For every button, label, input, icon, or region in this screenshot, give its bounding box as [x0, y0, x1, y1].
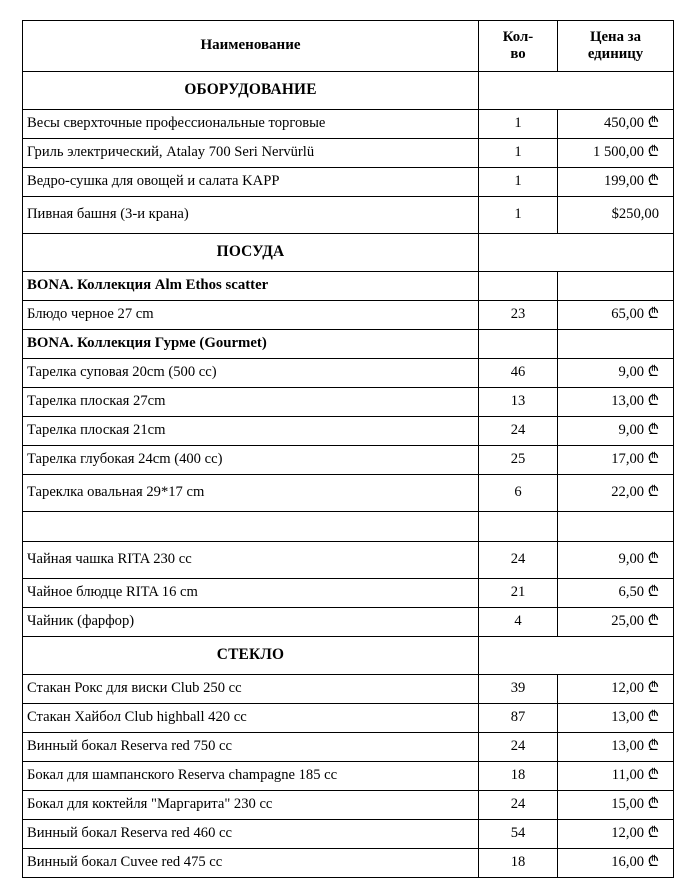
- item-quantity: 24: [479, 542, 558, 579]
- item-name: Тареклка овальная 29*17 cm: [23, 475, 479, 512]
- section-header-row: [23, 72, 674, 110]
- section-title: ОБОРУДОВАНИЕ: [23, 72, 479, 110]
- item-name: Стакан Рокс для виски Club 250 сс: [23, 675, 479, 704]
- column-header-name: Наименование: [23, 21, 479, 72]
- item-quantity: 1: [479, 168, 558, 197]
- table-row: [23, 762, 674, 791]
- item-quantity: 4: [479, 608, 558, 637]
- item-unit-price: 25,00 ₾: [558, 608, 674, 637]
- item-unit-price: 22,00 ₾: [558, 475, 674, 512]
- item-quantity: 1: [479, 110, 558, 139]
- collection-title: BONA. Коллекция Alm Ethos scatter: [23, 272, 479, 301]
- item-name: Стакан Хайбол Club highball 420 сс: [23, 704, 479, 733]
- section-title: ПОСУДА: [23, 234, 479, 272]
- table-row: [23, 675, 674, 704]
- item-name: Тарелка глубокая 24cm (400 сс): [23, 446, 479, 475]
- collection-price-cell: [558, 272, 674, 301]
- table-row: [23, 820, 674, 849]
- table-row: [23, 301, 674, 330]
- table-row: [23, 542, 674, 579]
- item-quantity: 6: [479, 475, 558, 512]
- section-header-spacer: [479, 72, 674, 110]
- table-row: [23, 417, 674, 446]
- table-row: [23, 388, 674, 417]
- item-unit-price: 13,00 ₾: [558, 733, 674, 762]
- collection-header-row: [23, 272, 674, 301]
- table-row: [23, 446, 674, 475]
- item-unit-price: 12,00 ₾: [558, 675, 674, 704]
- table-body: [23, 72, 674, 878]
- item-name: Тарелка плоская 27cm: [23, 388, 479, 417]
- item-name: Тарелка плоская 21cm: [23, 417, 479, 446]
- item-quantity: 24: [479, 417, 558, 446]
- section-header-row: [23, 234, 674, 272]
- item-name: Чайная чашка RITA 230 сс: [23, 542, 479, 579]
- item-unit-price: 9,00 ₾: [558, 359, 674, 388]
- item-name: Ведро-сушка для овощей и салата KAPP: [23, 168, 479, 197]
- item-name: Винный бокал Cuvee red 475 сс: [23, 849, 479, 878]
- item-name: Бокал для коктейля "Маргарита" 230 сс: [23, 791, 479, 820]
- table-row: [23, 168, 674, 197]
- item-unit-price: 450,00 ₾: [558, 110, 674, 139]
- column-header-unit-price-line2: единицу: [587, 46, 644, 62]
- section-title: СТЕКЛО: [23, 637, 479, 675]
- item-unit-price: $250,00: [558, 197, 674, 234]
- item-unit-price: 1 500,00 ₾: [558, 139, 674, 168]
- collection-quantity-cell: [479, 272, 558, 301]
- inventory-price-table: [22, 20, 674, 878]
- column-header-quantity-line1: Кол-: [502, 28, 534, 45]
- item-unit-price: 17,00 ₾: [558, 446, 674, 475]
- item-unit-price: 65,00 ₾: [558, 301, 674, 330]
- item-quantity: 24: [479, 733, 558, 762]
- spacer-price-cell: [558, 512, 674, 542]
- item-quantity: 18: [479, 762, 558, 791]
- item-unit-price: 9,00 ₾: [558, 417, 674, 446]
- table-row: [23, 579, 674, 608]
- collection-header-row: [23, 330, 674, 359]
- table-row: [23, 197, 674, 234]
- item-quantity: 54: [479, 820, 558, 849]
- item-quantity: 23: [479, 301, 558, 330]
- table-row: [23, 704, 674, 733]
- item-name: Чайник (фарфор): [23, 608, 479, 637]
- table-row: [23, 475, 674, 512]
- item-name: Винный бокал Reserva red 750 сс: [23, 733, 479, 762]
- item-unit-price: 199,00 ₾: [558, 168, 674, 197]
- item-name: Гриль электрический, Atalay 700 Seri Nervürlü: [23, 139, 479, 168]
- item-quantity: 18: [479, 849, 558, 878]
- item-unit-price: 12,00 ₾: [558, 820, 674, 849]
- item-quantity: 87: [479, 704, 558, 733]
- item-quantity: 46: [479, 359, 558, 388]
- item-quantity: 39: [479, 675, 558, 704]
- section-header-spacer: [479, 234, 674, 272]
- column-header-quantity: [479, 21, 558, 72]
- item-unit-price: 13,00 ₾: [558, 704, 674, 733]
- item-name: Бокал для шампанского Reserva champagne 185 сс: [23, 762, 479, 791]
- section-header-row: [23, 637, 674, 675]
- item-unit-price: 13,00 ₾: [558, 388, 674, 417]
- item-name: Винный бокал Reserva red 460 сс: [23, 820, 479, 849]
- item-quantity: 1: [479, 197, 558, 234]
- spacer-row: [23, 512, 674, 542]
- spacer-quantity-cell: [479, 512, 558, 542]
- item-unit-price: 15,00 ₾: [558, 791, 674, 820]
- item-name: Весы сверхточные профессиональные торговые: [23, 110, 479, 139]
- item-quantity: 21: [479, 579, 558, 608]
- item-name: Чайное блюдце RITA 16 cm: [23, 579, 479, 608]
- item-quantity: 24: [479, 791, 558, 820]
- item-name: Блюдо черное 27 cm: [23, 301, 479, 330]
- table-header-row: [23, 21, 674, 72]
- item-quantity: 13: [479, 388, 558, 417]
- table-row: [23, 139, 674, 168]
- item-name: Тарелка суповая 20cm (500 сс): [23, 359, 479, 388]
- table-row: [23, 849, 674, 878]
- column-header-quantity-line2: во: [510, 46, 526, 62]
- table-row: [23, 608, 674, 637]
- table-row: [23, 733, 674, 762]
- collection-price-cell: [558, 330, 674, 359]
- table-header: [23, 21, 674, 72]
- table-row: [23, 791, 674, 820]
- item-quantity: 1: [479, 139, 558, 168]
- table-row: [23, 110, 674, 139]
- item-name: Пивная башня (3-и крана): [23, 197, 479, 234]
- column-header-unit-price-line1: Цена за: [589, 28, 642, 45]
- collection-title: BONA. Коллекция Гурме (Gourmet): [23, 330, 479, 359]
- item-unit-price: 16,00 ₾: [558, 849, 674, 878]
- item-quantity: 25: [479, 446, 558, 475]
- item-unit-price: 6,50 ₾: [558, 579, 674, 608]
- column-header-unit-price: [558, 21, 674, 72]
- table-row: [23, 359, 674, 388]
- spacer-name-cell: [23, 512, 479, 542]
- item-unit-price: 11,00 ₾: [558, 762, 674, 791]
- section-header-spacer: [479, 637, 674, 675]
- item-unit-price: 9,00 ₾: [558, 542, 674, 579]
- collection-quantity-cell: [479, 330, 558, 359]
